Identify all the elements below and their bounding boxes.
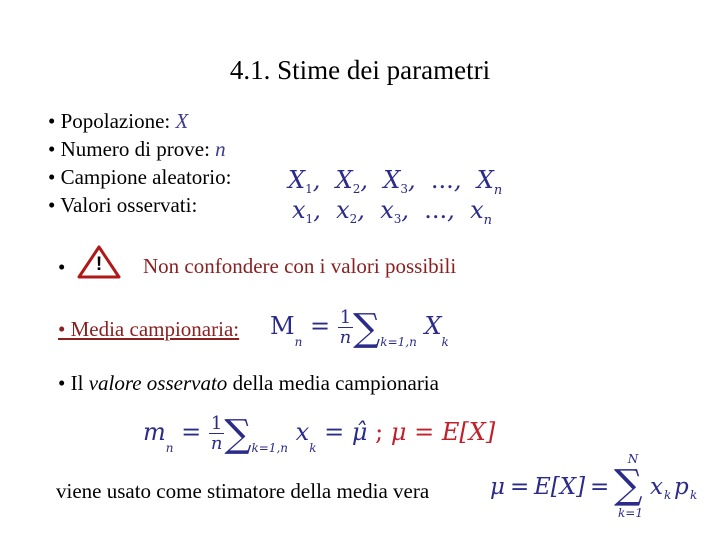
sample-mean-formula: $M_n$ = $\frac{1}{n}$ $\sum_{k=1,n}$ $X_k$ bbox=[270, 305, 449, 350]
warning-icon bbox=[76, 244, 122, 280]
slide-title: 4.1. Stime dei parametri bbox=[229, 55, 491, 85]
random-sample-row: $X_1$, $X_2$, $X_3$, ..., $X_n$ bbox=[288, 166, 503, 198]
warning-icon-glyph: ! bbox=[95, 254, 103, 275]
population-variable: X bbox=[175, 109, 189, 133]
bullet-label: • Numero di prove: bbox=[48, 137, 216, 161]
warning-text: Non confondere con i valori possibili bbox=[143, 254, 457, 278]
bullet-popolazione bbox=[48, 108, 188, 134]
bullet-numero-prove bbox=[48, 136, 226, 162]
bullet-valori: • Valori osservati: bbox=[48, 193, 198, 217]
bullet-label: • Popolazione: bbox=[48, 109, 176, 133]
true-mean-formula: μ = E[X] = N ∑ k=1 x k p k bbox=[490, 452, 698, 520]
conclusion-text: viene usato come stimatore della media vera bbox=[56, 479, 430, 503]
observed-mean-formula: $m_n$ = $\frac{1}{n}$ $\sum_{k=1,n}$ $x_k$ = μ̂ ; μ = E[X] bbox=[143, 411, 496, 456]
warning-bullet: • bbox=[58, 255, 66, 279]
observed-values-row: $x_1$, $x_2$, $x_3$, ..., $x_n$ bbox=[292, 196, 492, 228]
observed-value-line: • Il valore osservato della media campionaria bbox=[58, 371, 439, 395]
bullet-campione: • Campione aleatorio: bbox=[48, 165, 232, 189]
media-campionaria-label[interactable]: • Media campionaria: bbox=[58, 317, 240, 341]
trials-variable: n bbox=[215, 137, 226, 161]
